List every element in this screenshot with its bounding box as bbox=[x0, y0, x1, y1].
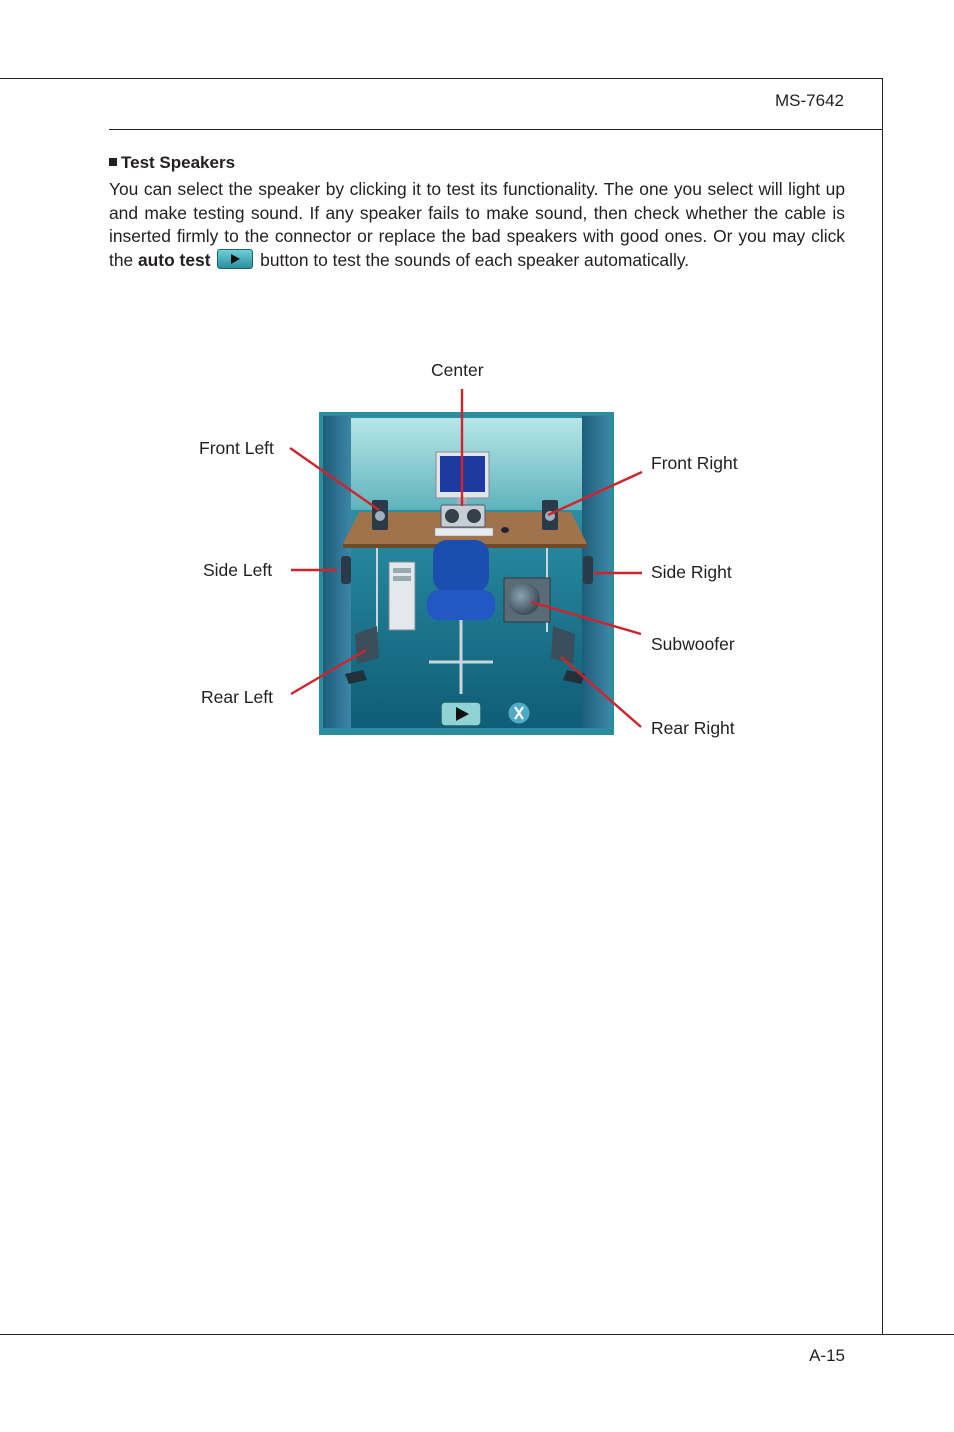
label-front-right: Front Right bbox=[651, 453, 738, 473]
label-center: Center bbox=[431, 360, 484, 380]
auto-test-term: auto test bbox=[138, 249, 211, 270]
leader-subwoofer bbox=[531, 602, 641, 634]
leader-front-left bbox=[290, 448, 379, 510]
model-number: MS-7642 bbox=[775, 91, 844, 110]
leader-front-right bbox=[548, 472, 642, 515]
page-number: A-15 bbox=[809, 1346, 845, 1365]
label-rear-right: Rear Right bbox=[651, 718, 735, 738]
label-front-left: Front Left bbox=[199, 438, 274, 458]
label-subwoofer: Subwoofer bbox=[651, 634, 735, 654]
label-side-left: Side Left bbox=[203, 560, 273, 580]
body-text-before: You can select the speaker by clicking it to test its functionality. The one you select will light up and make testing sound. If any speaker fails to make sound, then check whether the cable is inserted firmly to the connector or replace the bad speakers with good ones. Or you may click the bbox=[109, 179, 845, 270]
section-heading-text: Test Speakers bbox=[121, 153, 236, 172]
label-rear-left: Rear Left bbox=[201, 687, 273, 707]
label-side-right: Side Right bbox=[651, 562, 732, 582]
leader-rear-left bbox=[291, 650, 366, 694]
body-text-after: button to test the sounds of each speaker automatically. bbox=[255, 249, 690, 270]
leader-rear-right bbox=[561, 657, 641, 727]
